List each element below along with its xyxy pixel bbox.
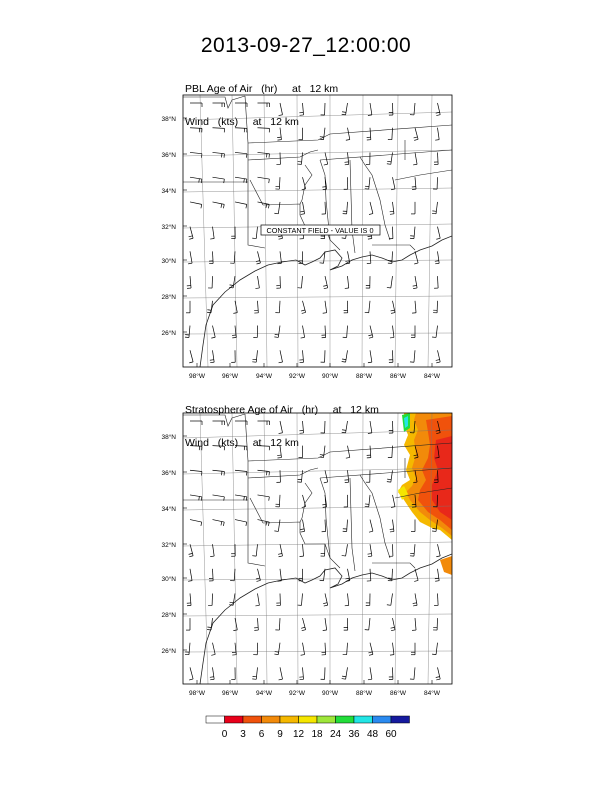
wind-barb	[299, 128, 303, 140]
panel-2-level-prefix: at	[332, 404, 342, 416]
wind-barb	[390, 520, 394, 532]
wind-barb	[186, 618, 190, 630]
lat-label: 36°N	[161, 470, 176, 477]
wind-barb	[432, 326, 437, 338]
wind-barb	[368, 421, 372, 433]
wind-barb	[235, 446, 247, 451]
colorbar-label: 9	[277, 729, 283, 740]
wind-barb	[366, 470, 370, 482]
lat-label: 32°N	[161, 542, 176, 549]
panel-2-shading	[398, 413, 452, 575]
wind-barb	[235, 128, 247, 133]
panel-2-wind-prefix: at	[252, 437, 262, 449]
wind-barb	[345, 470, 349, 482]
wind-barb	[252, 667, 257, 679]
wind-barb	[434, 152, 438, 164]
wind-barb	[323, 301, 327, 313]
wind-barb	[186, 301, 190, 313]
colorbar	[206, 716, 410, 740]
panel-1-level-prefix: at	[292, 83, 301, 95]
wind-barb	[413, 276, 417, 289]
wind-barb	[321, 667, 325, 679]
wind-barb	[343, 326, 348, 338]
wind-barb	[301, 618, 306, 631]
wind-barb	[255, 276, 259, 288]
wind-barb	[389, 544, 393, 556]
wind-barb	[274, 326, 280, 338]
wind-barb	[411, 326, 415, 338]
wind-barb	[343, 202, 348, 214]
wind-barb	[436, 103, 440, 116]
panel-1-level: 12 km	[309, 83, 339, 95]
wind-barb	[275, 618, 280, 630]
wind-barb	[190, 152, 202, 157]
wind-barb	[253, 643, 257, 655]
wind-barb	[255, 593, 259, 605]
wind-barb	[346, 446, 350, 459]
panel-1-field-label: PBL Age of Air	[185, 83, 253, 95]
wind-barb	[258, 103, 270, 107]
panel-2-field-units: (hr)	[301, 404, 319, 416]
wind-barb	[213, 446, 225, 451]
panel-1-field-units: (hr)	[261, 83, 278, 95]
wind-barb	[368, 103, 372, 115]
wind-barb	[435, 251, 439, 263]
wind-barb	[433, 618, 437, 630]
wind-barb	[369, 202, 373, 215]
panel-1-wind-level: 12 km	[270, 116, 299, 128]
wind-barb	[190, 202, 202, 208]
wind-barb	[322, 495, 326, 507]
wind-barb	[185, 326, 190, 338]
wind-barb	[345, 152, 349, 164]
wind-barb	[275, 301, 280, 313]
wind-barb	[432, 643, 437, 655]
wind-barb	[346, 128, 350, 141]
colorbar-label: 24	[329, 729, 342, 740]
wind-barb	[299, 350, 303, 362]
wind-barb	[229, 593, 235, 605]
wind-barb	[411, 643, 415, 655]
lat-label: 34°N	[161, 188, 176, 195]
wind-barb	[211, 643, 215, 656]
lon-label: 92°W	[289, 373, 305, 380]
wind-barb	[323, 276, 327, 289]
wind-barb	[322, 643, 326, 655]
wind-barb	[279, 421, 283, 434]
wind-barb	[391, 301, 395, 314]
wind-barb	[297, 152, 302, 164]
wind-barb	[414, 251, 418, 264]
wind-barb	[342, 667, 348, 679]
wind-barb	[323, 593, 327, 606]
wind-barb	[233, 618, 237, 631]
wind-barb	[344, 495, 348, 507]
colorbar-label: 36	[348, 729, 360, 740]
wind-barb	[252, 227, 257, 239]
wind-barb	[366, 276, 370, 288]
wind-barb	[211, 326, 215, 339]
wind-barb	[322, 202, 326, 214]
wind-barb	[253, 326, 257, 338]
wind-barb	[433, 177, 437, 189]
wind-barb	[365, 301, 370, 313]
wind-barb	[412, 301, 416, 313]
wind-barb	[324, 152, 328, 165]
panel-2-wind-units: (kts)	[217, 437, 239, 449]
wind-barb	[342, 544, 348, 556]
wind-barb	[190, 446, 202, 451]
wind-barb	[436, 667, 440, 680]
wind-barb	[390, 326, 394, 338]
panel-1-wind-prefix: at	[252, 116, 262, 128]
lat-label: 32°N	[161, 224, 176, 231]
wind-barb	[233, 301, 237, 314]
wind-barb	[365, 177, 370, 189]
wind-barb	[299, 667, 303, 679]
colorbar-swatch	[373, 716, 392, 723]
lat-label: 30°N	[161, 576, 176, 583]
wind-barb	[389, 227, 393, 239]
panel-2-map	[161, 413, 452, 697]
colorbar-swatch	[225, 716, 244, 723]
lat-label: 28°N	[161, 294, 176, 301]
wind-barb	[367, 251, 371, 263]
wind-barb	[435, 569, 439, 581]
lon-label: 98°W	[189, 690, 205, 697]
wind-barb	[432, 202, 437, 214]
colorbar-swatch	[206, 716, 225, 723]
wind-barb	[436, 544, 440, 557]
colorbar-label: 3	[240, 729, 246, 740]
wind-barb	[302, 177, 306, 190]
wind-barb	[321, 350, 325, 362]
panel-1-lon-labels	[189, 363, 441, 380]
wind-barb	[412, 177, 416, 189]
colorbar-label: 6	[258, 729, 265, 740]
wind-barb	[342, 421, 348, 433]
wind-barb	[232, 643, 236, 655]
colorbar-swatch	[280, 716, 299, 723]
wind-barb	[213, 470, 225, 475]
wind-barb	[368, 643, 372, 656]
wind-barb	[436, 227, 440, 240]
wind-barb	[188, 569, 192, 582]
wind-barb	[254, 618, 258, 630]
wind-barb	[210, 227, 214, 239]
wind-barb	[434, 593, 438, 605]
wind-barb	[413, 593, 417, 606]
wind-barb	[367, 128, 371, 140]
wind-barb	[190, 520, 202, 526]
wind-barb	[232, 326, 236, 338]
lon-label: 92°W	[289, 690, 305, 697]
wind-barb	[258, 470, 270, 475]
wind-barb	[390, 202, 394, 214]
wind-barb	[367, 569, 371, 581]
wind-barb	[368, 326, 372, 339]
wind-barb	[274, 520, 280, 532]
wind-barb	[213, 202, 225, 208]
colorbar-label: 18	[311, 729, 323, 740]
wind-barb	[190, 470, 202, 475]
wind-barb	[324, 470, 328, 483]
lon-label: 96°W	[222, 690, 238, 697]
wind-barb	[367, 446, 371, 458]
wind-barb	[252, 350, 257, 362]
wind-barb	[389, 667, 393, 679]
wind-barb	[210, 544, 214, 556]
lon-label: 98°W	[189, 373, 205, 380]
wind-barb	[344, 177, 348, 189]
wind-barb	[322, 520, 326, 532]
lon-label: 86°W	[390, 373, 406, 380]
wind-barb	[411, 202, 415, 214]
wind-barb	[252, 544, 257, 556]
wind-barb	[235, 202, 247, 208]
wind-barb	[368, 544, 372, 556]
wind-barb	[300, 202, 304, 215]
wind-barb	[343, 520, 348, 532]
lon-label: 90°W	[322, 690, 338, 697]
wind-barb	[389, 350, 393, 362]
lon-label: 90°W	[322, 373, 338, 380]
wind-barb	[187, 276, 191, 288]
wind-barb	[387, 593, 393, 605]
wind-barb	[213, 421, 225, 425]
wind-barb	[343, 643, 348, 655]
wind-barb	[231, 667, 235, 679]
wind-barb	[300, 544, 304, 556]
wind-barb	[190, 128, 202, 133]
panel-2-lon-labels	[189, 680, 441, 697]
wind-barb	[433, 301, 437, 313]
wind-barb	[323, 618, 327, 630]
wind-barb	[414, 128, 419, 141]
wind-barb	[275, 495, 280, 507]
wind-barb	[342, 350, 348, 362]
wind-barb	[189, 667, 193, 680]
wind-barb	[365, 618, 370, 630]
wind-barb	[258, 446, 270, 451]
wind-barb	[366, 593, 370, 605]
colorbar-label: 0	[221, 729, 228, 740]
wind-barb	[299, 446, 303, 458]
colorbar-swatch	[262, 716, 281, 723]
wind-barb	[276, 276, 280, 288]
wind-barb	[277, 446, 281, 458]
wind-barb	[274, 202, 280, 214]
wind-barb	[345, 276, 349, 288]
wind-barb	[411, 520, 415, 532]
panel-1-wind-units: (kts)	[217, 116, 239, 128]
wind-barb	[301, 326, 305, 339]
wind-barb	[368, 667, 372, 679]
wind-barb	[189, 350, 193, 363]
wind-barb	[258, 495, 270, 501]
wind-barb	[279, 103, 283, 116]
lon-label: 96°W	[222, 373, 238, 380]
panel-1-annotation	[261, 225, 380, 235]
wind-barb	[410, 227, 415, 239]
wind-barb	[321, 103, 325, 115]
wind-barb	[321, 421, 325, 433]
wind-barb	[365, 495, 370, 507]
wind-barb	[276, 593, 280, 605]
wind-barb	[235, 520, 247, 526]
wind-barb	[389, 103, 393, 115]
wind-barb	[213, 520, 225, 526]
wind-barb	[207, 301, 212, 313]
wind-barb	[436, 350, 440, 363]
wind-barb	[412, 618, 416, 630]
panel-2-level: 12 km	[350, 404, 379, 416]
wind-barb	[387, 276, 393, 288]
lon-label: 88°W	[356, 373, 372, 380]
lat-label: 30°N	[161, 258, 176, 265]
colorbar-swatch	[317, 716, 336, 723]
colorbar-swatch	[354, 716, 373, 723]
wind-barb	[258, 177, 270, 183]
wind-barb	[209, 569, 213, 581]
panel-2-field-label: Stratosphere Age of Air	[185, 404, 293, 416]
colorbar-label: 48	[366, 729, 379, 740]
lon-label: 94°W	[256, 690, 272, 697]
wind-barb	[274, 643, 280, 655]
wind-barb	[369, 520, 373, 533]
panel-1-wind-label: Wind	[185, 116, 209, 128]
wind-barb	[322, 177, 326, 189]
lat-label: 26°N	[161, 330, 176, 337]
wind-barb	[301, 301, 306, 314]
wind-barb	[410, 544, 415, 556]
wind-barb	[207, 618, 212, 630]
wind-barb	[187, 593, 191, 605]
wind-barb	[391, 495, 395, 508]
wind-barb	[189, 227, 194, 240]
wind-barb	[299, 421, 303, 433]
wind-barb	[387, 470, 393, 482]
wind-barb	[235, 152, 247, 157]
wind-barb	[185, 643, 190, 655]
wind-barb	[389, 421, 393, 433]
colorbar-swatch	[336, 716, 355, 723]
lon-label: 86°W	[390, 690, 406, 697]
lon-label: 84°W	[424, 373, 440, 380]
wind-barb	[256, 251, 260, 264]
wind-barb	[254, 301, 258, 313]
wind-barb	[279, 667, 283, 680]
colorbar-label: 12	[292, 729, 305, 740]
wind-barb	[213, 103, 225, 107]
wind-barb	[258, 128, 270, 133]
wind-barb	[208, 276, 212, 288]
panel-2-wind-barbs	[185, 421, 440, 680]
wind-barb	[297, 470, 302, 482]
wind-barb	[210, 667, 214, 679]
wind-barb	[391, 177, 395, 190]
lat-label: 38°N	[161, 434, 176, 441]
colorbar-label: 60	[385, 729, 397, 740]
wind-barb	[301, 643, 305, 656]
lon-label: 94°W	[256, 373, 272, 380]
wind-barb	[344, 301, 348, 313]
lon-label: 88°W	[356, 690, 372, 697]
wind-barb	[342, 103, 348, 115]
wind-barb	[435, 128, 439, 140]
wind-barb	[231, 350, 235, 362]
wind-barb	[302, 495, 306, 508]
lat-label: 34°N	[161, 506, 176, 513]
wind-barb	[410, 350, 415, 362]
wind-barb	[213, 128, 225, 133]
wind-barb	[344, 618, 348, 630]
wind-barb	[391, 618, 395, 631]
panel-2-wind-label: Wind	[185, 437, 209, 449]
main-title: 2013-09-27_12:00:00	[200, 34, 412, 57]
wind-barb	[413, 152, 417, 165]
lon-label: 84°W	[424, 690, 440, 697]
panel-2-wind-level: 12 km	[270, 437, 299, 449]
wind-barb	[297, 593, 302, 605]
wind-barb	[366, 152, 370, 164]
colorbar-swatch	[391, 716, 410, 723]
wind-barb	[322, 326, 326, 338]
wind-barb	[277, 128, 281, 140]
wind-barb	[345, 593, 349, 605]
wind-barb	[258, 152, 270, 157]
wind-barb	[210, 350, 214, 362]
wind-barb	[299, 103, 303, 115]
wind-barb	[230, 569, 235, 581]
wind-barb	[387, 152, 393, 164]
colorbar-swatch	[299, 716, 318, 723]
wind-barb	[297, 276, 302, 288]
wind-barb	[278, 544, 282, 557]
lat-label: 28°N	[161, 612, 176, 619]
wind-barb	[208, 593, 212, 605]
colorbar-swatch	[243, 716, 262, 723]
wind-barb	[321, 544, 325, 556]
wind-barb	[279, 350, 283, 363]
lat-label: 26°N	[161, 648, 176, 655]
panel-1-map	[161, 95, 452, 380]
lat-label: 36°N	[161, 152, 176, 159]
wind-barb	[368, 350, 372, 362]
lat-label: 38°N	[161, 116, 176, 123]
constant-field-label: CONSTANT FIELD - VALUE IS 0	[266, 226, 374, 235]
wind-barb	[258, 421, 270, 425]
wind-barb	[300, 520, 304, 533]
wind-barb	[390, 643, 394, 655]
wind-barb	[275, 177, 280, 189]
wind-barb	[410, 667, 415, 679]
strat-contour-south	[440, 556, 452, 575]
wind-barb	[434, 276, 438, 288]
